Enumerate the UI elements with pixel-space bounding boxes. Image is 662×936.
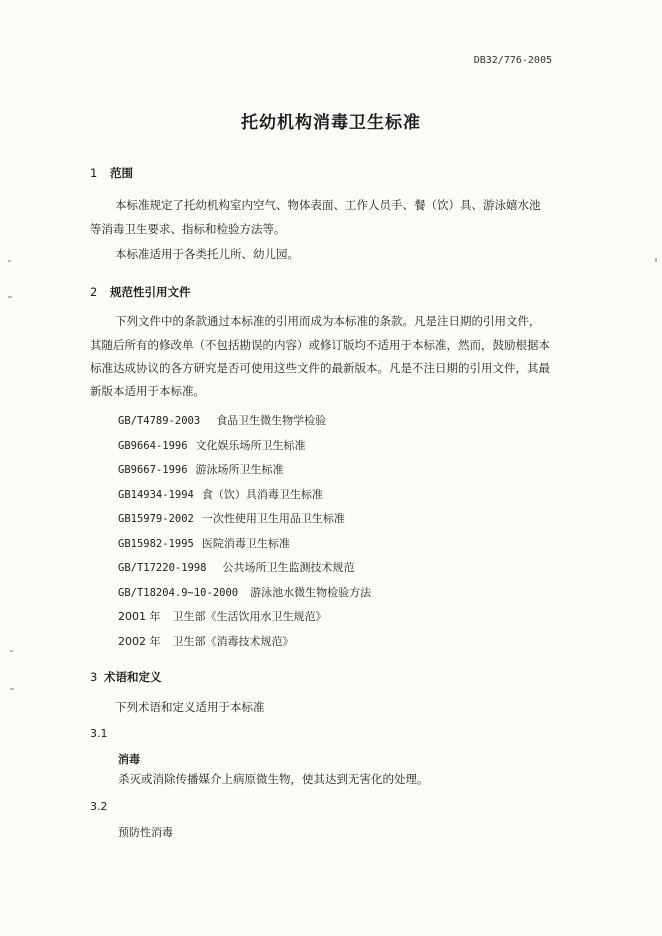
section-1-scope [115, 243, 299, 266]
term-title: 预防性消毒 [118, 826, 173, 839]
reference-name: 游泳池水微生物检验方法 [250, 586, 372, 599]
reference-name: 文化娱乐场所卫生标准 [195, 439, 306, 452]
reference-item [118, 510, 345, 526]
reference-name: 公共场所卫生监测技术规范 [222, 561, 355, 574]
reference-item [118, 559, 355, 575]
reference-code: GB14934-1994 [118, 489, 194, 501]
reference-name: 食品卫生微生物学检验 [216, 414, 327, 427]
reference-name: 食（饮）具消毒卫生标准 [201, 488, 323, 501]
reference-code: GB/T18204.9~10-2000 [118, 587, 239, 599]
section-title: 术语和定义 [104, 670, 162, 684]
scan-mark [10, 650, 13, 652]
reference-name: 游泳场所卫生标准 [195, 463, 284, 476]
reference-code: GB/T4789-2003 [118, 415, 201, 427]
section-2-paragraph [115, 310, 541, 333]
section-number: 2 [90, 285, 98, 299]
paragraph-line: 本标准规定了托幼机构室内空气、物体表面、工作人员手、餐（饮）具、游泳嬉水池 [115, 198, 541, 212]
section-heading-1 [90, 165, 133, 181]
section-number: 1 [90, 166, 98, 180]
paragraph-line: 下列术语和定义适用于本标准 [115, 700, 265, 714]
scan-mark [10, 688, 14, 690]
section-title: 范围 [110, 166, 133, 180]
paragraph-line: 标准达成协议的各方研究是否可使用这些文件的最新版本。凡是不注日期的引用文件，其最 [90, 361, 550, 375]
paragraph-line: 新版本适用于本标准。 [90, 384, 205, 398]
term-number: 3.2 [90, 800, 108, 813]
reference-name: 医院消毒卫生标准 [201, 537, 290, 550]
term-number: 3.1 [90, 727, 108, 740]
reference-item [118, 584, 371, 600]
reference-item [118, 535, 290, 551]
reference-name: 一次性使用卫生用品卫生标准 [201, 512, 345, 525]
paragraph-line: 其随后所有的修改单（不包括勘误的内容）或修订版均不适用于本标准，然而，鼓励根据本 [90, 338, 550, 352]
term-definition [118, 768, 429, 791]
reference-code: 2002 年 [118, 635, 161, 648]
scan-mark [655, 258, 657, 262]
section-1-paragraph [115, 194, 541, 217]
page-title: 托幼机构消毒卫生标准 [241, 113, 421, 133]
paragraph-line: 下列文件中的条款通过本标准的引用而成为本标准的条款。凡是注日期的引用文件， [115, 314, 541, 328]
section-3-intro [115, 696, 265, 719]
scan-mark [8, 296, 12, 298]
reference-item [118, 412, 326, 428]
reference-code: GB15982-1995 [118, 538, 194, 550]
term-title: 消毒 [118, 753, 140, 766]
section-2-paragraph-cont [90, 334, 550, 403]
reference-item [118, 608, 327, 624]
reference-code: 2001 年 [118, 610, 161, 623]
reference-code: GB/T17220-1998 [118, 562, 207, 574]
reference-name: 卫生部《生活饮用水卫生规范》 [172, 610, 327, 623]
reference-item [118, 486, 323, 502]
reference-name: 卫生部《消毒技术规范》 [172, 635, 294, 648]
section-number: 3 [90, 670, 98, 684]
reference-code: GB15979-2002 [118, 513, 194, 525]
standard-code: DB32/776-2005 [473, 55, 552, 66]
section-heading-3 [90, 669, 162, 685]
reference-item [118, 461, 284, 477]
paragraph-line: 等消毒卫生要求、指标和检验方法等。 [90, 222, 286, 236]
section-title: 规范性引用文件 [110, 285, 191, 299]
section-heading-2 [90, 284, 191, 300]
paragraph-line: 本标准适用于各类托儿所、幼儿园。 [115, 247, 299, 261]
reference-item [118, 633, 294, 649]
reference-code: GB9664-1996 [118, 440, 188, 452]
reference-item [118, 437, 306, 453]
section-1-paragraph-cont [90, 218, 286, 241]
reference-code: GB9667-1996 [118, 464, 188, 476]
scan-mark [8, 260, 11, 262]
definition-text: 杀灭或消除传播媒介上病原微生物，使其达到无害化的处理。 [118, 772, 429, 786]
